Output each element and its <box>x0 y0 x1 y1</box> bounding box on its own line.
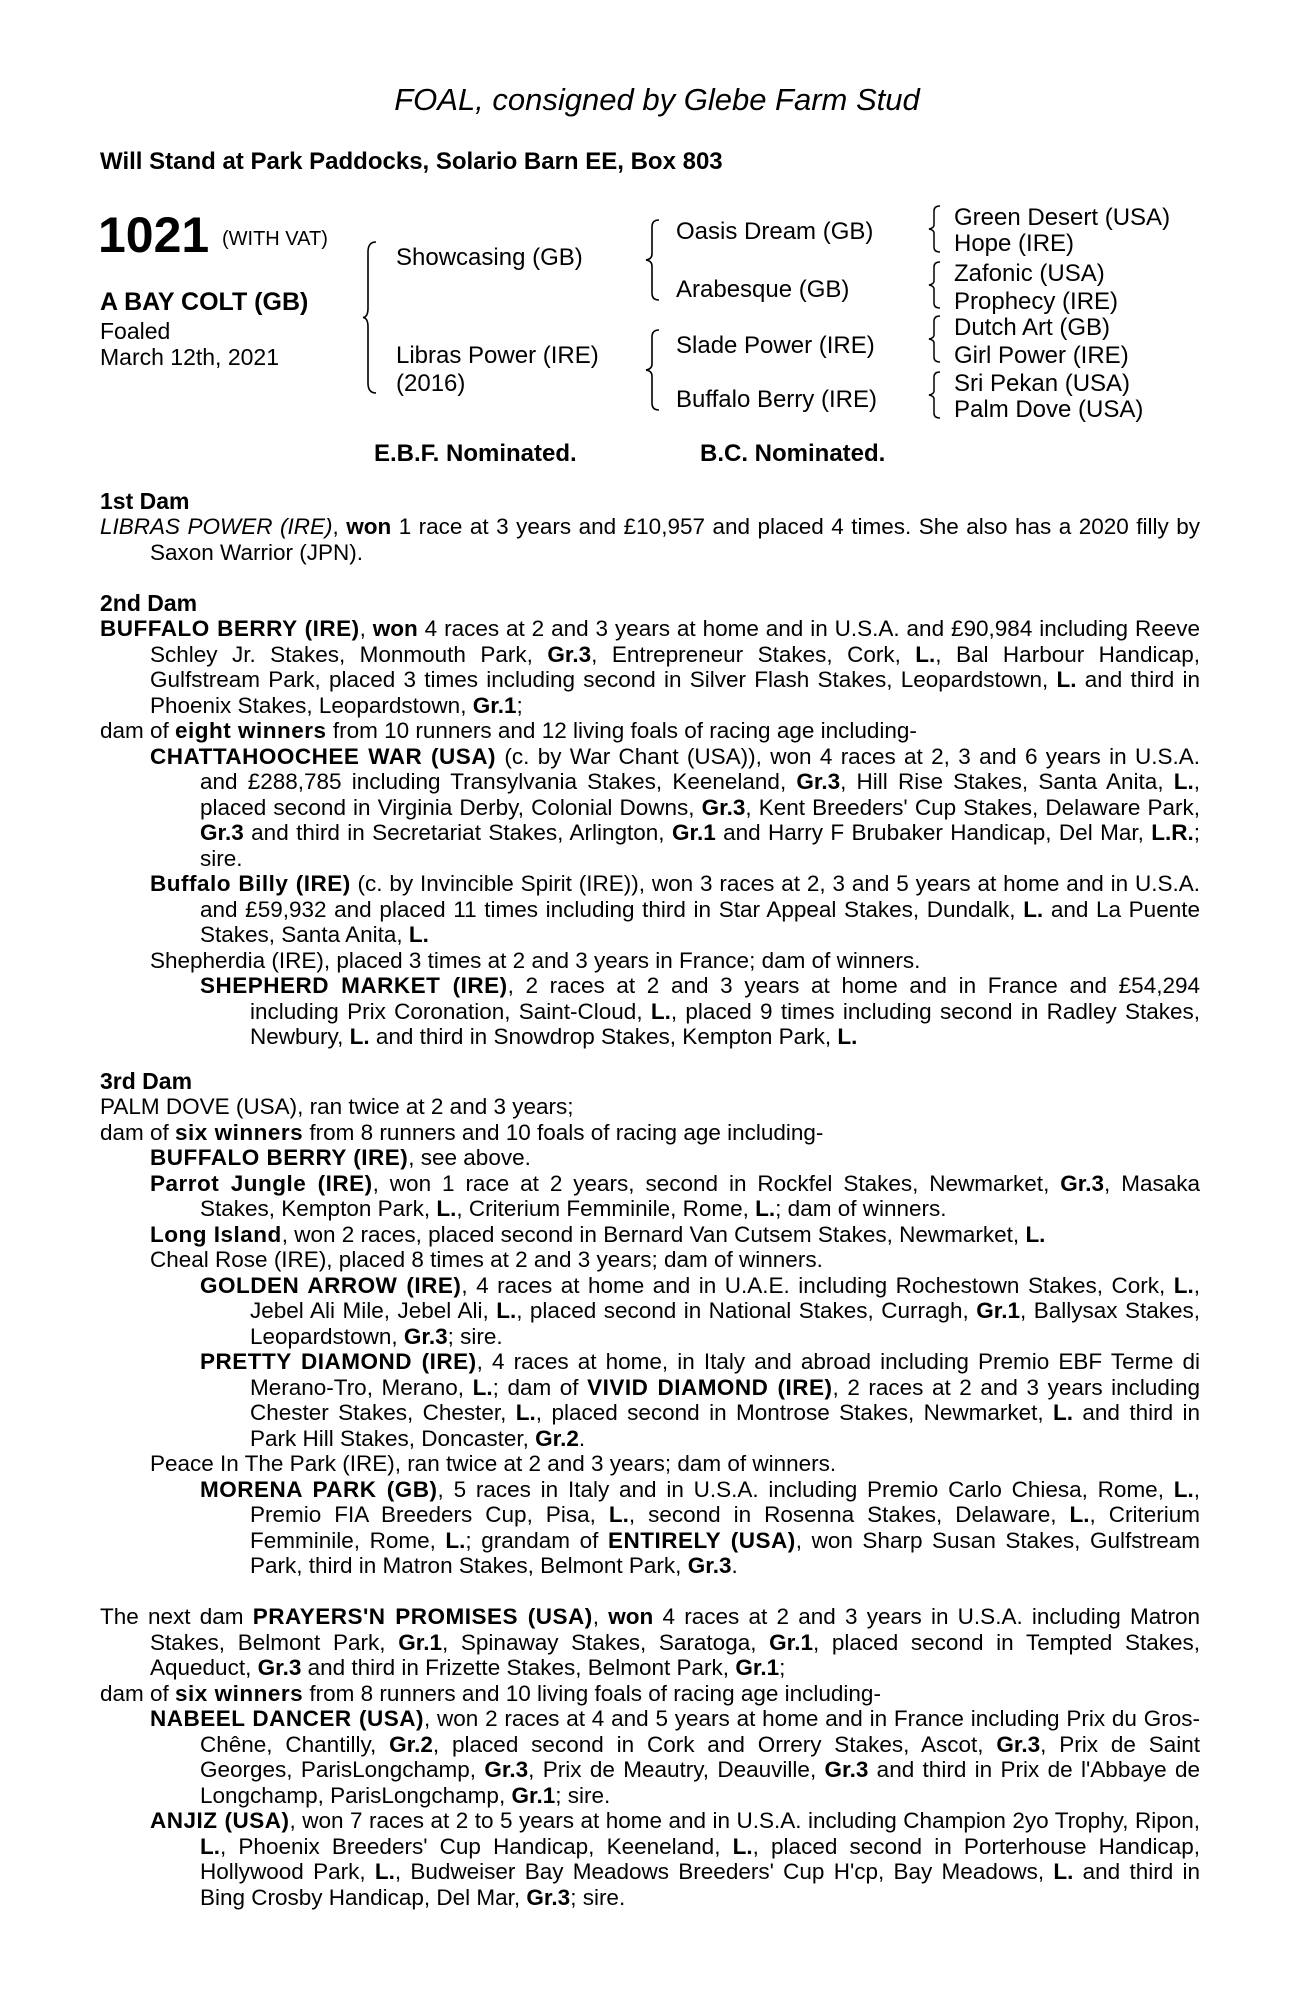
grade: L. <box>496 1298 517 1323</box>
grade: Gr.1 <box>976 1298 1020 1323</box>
text: and La Puente Stakes, Santa Anita, <box>200 896 1200 947</box>
grade: Gr.1 <box>398 1629 442 1655</box>
text: , won 7 races at 2 to 5 years at home and in U.S.A. including Champion 2yo Trophy, Ripon, <box>289 1808 1201 1833</box>
grade: Gr.1 <box>671 820 716 845</box>
text: ; sire. <box>570 1884 626 1910</box>
foaled-label: Foaled <box>100 318 171 344</box>
text: , won 2 races, placed second in Bernard Van Cutsem Stakes, Newmarket, <box>281 1221 1026 1247</box>
grade: L. <box>1069 1502 1090 1527</box>
grade: Gr.3 <box>1060 1170 1105 1196</box>
text: , Masaka Stakes, Kempton Park, <box>200 1170 1200 1221</box>
grade: Gr.3 <box>200 820 244 845</box>
text: , Ballysax Stakes, Leopardstown, <box>250 1298 1201 1349</box>
text: , placed second in Montrose Stakes, Newmarket, <box>535 1400 1054 1425</box>
text: , placed second in National Stakes, Curragh, <box>516 1298 977 1323</box>
won-label: won <box>608 1604 654 1629</box>
grade: Gr.3 <box>996 1731 1041 1757</box>
pedigree-g6: Girl Power (IRE) <box>954 342 1129 369</box>
text: , Criterium Femminile, Rome, <box>456 1196 756 1221</box>
text: ; grandam of <box>465 1527 608 1553</box>
winners-count: eight winners <box>175 718 327 743</box>
second-dam-dam-of <box>100 718 1200 744</box>
first-dam-text: 1 race at 3 years and £10,957 and placed 4 times. She also has a 2020 filly by Saxon Warrior (JPN). <box>150 514 1200 565</box>
text: , Prix de Saint Georges, ParisLongchamp, <box>200 1731 1200 1782</box>
grade: L. <box>650 998 671 1024</box>
text: , second in Rosenna Stakes, Delaware, <box>628 1502 1070 1527</box>
grade: Gr.3 <box>701 794 746 820</box>
grade: L. <box>472 1374 493 1400</box>
text: , Kent Breeders' Cup Stakes, Delaware Park, <box>745 794 1200 820</box>
progeny-parrot-jungle <box>100 1171 1200 1222</box>
pedigree-dam-dam: Buffalo Berry (IRE) <box>676 386 877 413</box>
text: and third in Prix de l'Abbaye de Longchamp, ParisLongchamp, <box>200 1757 1200 1808</box>
first-dam-heading: 1st Dam <box>100 488 190 514</box>
pedigree-g5: Dutch Art (GB) <box>954 314 1111 341</box>
grade: L. <box>915 641 936 667</box>
horse-name: VIVID DIAMOND (IRE) <box>587 1374 833 1400</box>
grade: Gr.3 <box>484 1757 529 1782</box>
grade: L. <box>1173 1272 1194 1298</box>
text: , Entrepreneur Stakes, Cork, <box>591 641 916 667</box>
text: ; dam of <box>492 1374 588 1400</box>
text: dam of <box>100 718 176 743</box>
text: . <box>578 1425 586 1451</box>
won-label: won <box>346 514 392 539</box>
text: , won 1 race at 2 years, second in Rockfel Stakes, Newmarket, <box>372 1170 1061 1196</box>
grade: L. <box>1056 667 1077 692</box>
horse-name: ENTIRELY (USA) <box>607 1527 796 1553</box>
horse-name: Parrot Jungle (IRE) <box>150 1170 373 1196</box>
text: (c. by Invincible Spirit (IRE)), won 3 races at 2, 3 and 5 years at home and in U.S.A. and £59,932 and placed 11 times including third in Star Appeal Stakes, Dundalk, <box>200 871 1200 922</box>
page-title: FOAL, consigned by Glebe Farm Stud <box>394 82 920 117</box>
grade: L. <box>374 1859 395 1884</box>
text: and third in Frizette Stakes, Belmont Park, <box>301 1655 736 1680</box>
lot-number: 1021 <box>98 207 210 263</box>
grade: L. <box>732 1833 753 1859</box>
text: , placed second in Porterhouse Handicap, Hollywood Park, <box>200 1833 1200 1884</box>
grade: L. <box>1023 896 1044 922</box>
next-dam-section <box>100 1604 1200 1910</box>
grade: Gr.1 <box>511 1782 556 1808</box>
text: (c. by War Chant (USA)), won 4 races at 2, 3 and 6 years in U.S.A. and £288,785 including Transylvania Stakes, Keeneland, <box>200 743 1200 794</box>
stand-location: Will Stand at Park Paddocks, Solario Barn EE, Box 803 <box>100 148 723 175</box>
horse-name: Long Island <box>150 1221 282 1247</box>
grade: Gr.1 <box>735 1655 780 1680</box>
text: Peace In The Park (IRE), ran twice at 2 and 3 years; dam of winners. <box>150 1451 837 1476</box>
text: , 2 races at 2 and 3 years at home and in France and £54,294 including Prix Coronation, Saint-Cloud, <box>250 973 1201 1024</box>
second-dam-section <box>100 616 1200 1050</box>
text: , won 2 races at 4 and 5 years at home and in France including Prix du Gros-Chêne, Chantilly, <box>200 1706 1200 1757</box>
text: . <box>731 1553 738 1578</box>
text: , <box>592 1604 609 1629</box>
text: and third in Park Hill Stakes, Doncaster, <box>250 1400 1201 1451</box>
text: PALM DOVE (USA), ran twice at 2 and 3 years; <box>100 1094 574 1119</box>
text: , see above. <box>408 1145 531 1170</box>
text: 4 races at 2 and 3 years at home and in U.S.A. and £90,984 including Reeve Schley Jr. Stakes, Monmouth Park, <box>150 616 1200 667</box>
horse-name: NABEEL DANCER (USA) <box>150 1706 424 1731</box>
text: and third in Phoenix Stakes, Leopardstown, <box>150 667 1200 718</box>
text: ; dam of winners. <box>775 1196 947 1221</box>
pedigree-sire: Showcasing (GB) <box>396 244 583 271</box>
grade: Gr.3 <box>687 1553 732 1578</box>
progeny-pretty-diamond <box>100 1349 1200 1451</box>
grade: L. <box>1025 1221 1046 1247</box>
grade: L. <box>445 1527 466 1553</box>
text: Shepherdia (IRE), placed 3 times at 2 and 3 years in France; dam of winners. <box>150 947 921 973</box>
text: ; sire. <box>555 1782 611 1808</box>
third-dam-section <box>100 1094 1200 1579</box>
pedigree-sire-sire: Oasis Dream (GB) <box>676 218 874 245</box>
text: 4 races at 2 and 3 years in U.S.A. including Matron Stakes, Belmont Park, <box>150 1604 1200 1655</box>
lot-description: A BAY COLT (GB) <box>100 288 309 316</box>
text: , won Sharp Susan Stakes, Gulfstream Park, third in Matron Stakes, Belmont Park, <box>250 1527 1201 1578</box>
grade: L. <box>755 1196 776 1221</box>
text: , Phoenix Breeders' Cup Handicap, Keeneland, <box>220 1833 733 1859</box>
first-dam-section <box>100 514 1200 565</box>
pedigree-g7: Sri Pekan (USA) <box>954 370 1131 397</box>
grade: L. <box>1173 1476 1194 1502</box>
second-dam-name: BUFFALO BERRY (IRE) <box>100 616 360 641</box>
progeny-shepherdia <box>100 948 1200 974</box>
text: , placed second in Virginia Derby, Colonial Downs, <box>200 769 1200 820</box>
third-dam-intro <box>100 1094 1200 1120</box>
horse-name: SHEPHERD MARKET (IRE) <box>200 973 508 998</box>
pedigree-sire-dam: Arabesque (GB) <box>676 276 850 303</box>
horse-name: BUFFALO BERRY (IRE) <box>150 1145 409 1170</box>
pedigree-brace-g34 <box>928 260 942 310</box>
text: , 2 races at 2 and 3 years including Chester Stakes, Chester, <box>250 1374 1200 1425</box>
won-label: won <box>372 616 418 641</box>
grade: Gr.3 <box>526 1884 571 1910</box>
grade: L. <box>1053 1400 1074 1425</box>
pedigree-brace-g12 <box>928 204 942 254</box>
text: , Budweiser Bay Meadows Breeders' Cup H'cp, Bay Meadows, <box>394 1859 1054 1884</box>
text: ; sire. <box>447 1323 503 1349</box>
text: , Bal Harbour Handicap, Gulfstream Park, placed 3 times including second in Silver Flash Stakes, Leopardstown, <box>150 641 1200 692</box>
horse-name: GOLDEN ARROW (IRE) <box>200 1272 462 1298</box>
horse-name: ANJIZ (USA) <box>150 1808 290 1833</box>
grade: L.R. <box>1151 820 1194 845</box>
third-dam-heading: 3rd Dam <box>100 1068 193 1094</box>
pedigree-dam: Libras Power (IRE) <box>396 342 599 369</box>
text: , 4 races at home, in Italy and abroad including Premio EBF Terme di Merano-Tro, Merano, <box>250 1349 1201 1400</box>
progeny-cheal-rose <box>100 1247 1200 1273</box>
text: ; <box>779 1655 786 1680</box>
grade: Gr.3 <box>796 769 841 794</box>
pedigree-g8: Palm Dove (USA) <box>954 396 1144 423</box>
text: , Prix de Meautry, Deauville, <box>528 1757 825 1782</box>
progeny-golden-arrow <box>100 1273 1200 1350</box>
text: , 4 races at home and in U.A.E. including Rochestown Stakes, Cork, <box>461 1272 1174 1298</box>
grade: L. <box>1053 1859 1074 1884</box>
text: , Spinaway Stakes, Saratoga, <box>441 1629 770 1655</box>
next-dam-entry <box>100 1604 1200 1681</box>
grade: Gr.3 <box>403 1323 448 1349</box>
grade: L. <box>837 1024 858 1049</box>
first-dam-name: LIBRAS POWER (IRE) <box>100 514 333 539</box>
pedigree-brace-dam <box>645 328 661 412</box>
text: from 10 runners and 12 living foals of racing age including- <box>326 718 917 743</box>
text: Cheal Rose (IRE), placed 8 times at 2 and 3 years; dam of winners. <box>150 1247 823 1272</box>
grade: Gr.2 <box>389 1731 433 1757</box>
text: and third in Bing Crosby Handicap, Del Mar, <box>200 1859 1200 1910</box>
winners-count: six winners <box>175 1119 304 1145</box>
grade: L. <box>349 1024 370 1049</box>
pedigree-g3: Zafonic (USA) <box>954 260 1105 287</box>
grade: L. <box>1173 769 1194 794</box>
horse-name: PRAYERS'N PROMISES (USA) <box>252 1604 593 1629</box>
grade: Gr.3 <box>824 1757 869 1782</box>
bc-nomination: B.C. Nominated. <box>700 440 886 467</box>
text: dam of <box>100 1680 176 1706</box>
grade: Gr.3 <box>257 1655 302 1680</box>
text: , Hill Rise Stakes, Santa Anita, <box>840 769 1174 794</box>
text: , placed second in Cork and Orrery Stakes, Ascot, <box>432 1731 997 1757</box>
text: , 5 races in Italy and in U.S.A. including Premio Carlo Chiesa, Rome, <box>437 1476 1174 1502</box>
second-dam-entry: BUFFALO BERRY (IRE), won 4 races at 2 and 3 years at home and in U.S.A. and £90,984 including Reeve Schley Jr. Stakes, Monmouth Park, Gr.3, Entrepreneur Stakes, Cork, L., Bal Harbour Handicap, Gulfstream Park, placed 3 times including second in Silver Flash Stakes, Leopardstown, L. and third in Phoenix Stakes, Leopardstown, Gr.1; <box>100 616 1200 718</box>
foaled-date: March 12th, 2021 <box>100 344 280 370</box>
horse-name: PRETTY DIAMOND (IRE) <box>200 1349 477 1374</box>
progeny-shepherd-market <box>100 973 1200 1050</box>
grade: Gr.2 <box>535 1425 579 1451</box>
progeny-peace-in-the-park <box>100 1451 1200 1477</box>
pedigree-brace-g56 <box>928 314 942 364</box>
text: , Jebel Ali Mile, Jebel Ali, <box>250 1272 1200 1323</box>
text: dam of <box>100 1119 176 1145</box>
grade: Gr.1 <box>472 692 517 718</box>
text: from 8 runners and 10 foals of racing age including- <box>303 1119 824 1145</box>
first-dam-entry: LIBRAS POWER (IRE), won 1 race at 3 years and £10,957 and placed 4 times. She also has a 2020 filly by Saxon Warrior (JPN). <box>100 514 1200 565</box>
pedigree-dam-year: (2016) <box>396 370 466 397</box>
winners-count: six winners <box>175 1680 304 1706</box>
pedigree-brace-sire <box>645 218 661 302</box>
horse-name: Buffalo Billy (IRE) <box>150 871 351 896</box>
progeny-buffalo-billy <box>100 871 1200 948</box>
grade: Gr.3 <box>547 641 592 667</box>
lot-vat-label: (WITH VAT) <box>222 228 328 250</box>
progeny-long-island <box>100 1222 1200 1248</box>
grade: L. <box>515 1400 536 1425</box>
pedigree-brace-main <box>362 240 378 395</box>
pedigree-g4: Prophecy (IRE) <box>954 288 1119 315</box>
text: ; sire. <box>200 820 1200 871</box>
progeny-chattahoochee-war <box>100 744 1200 872</box>
grade: L. <box>408 922 429 947</box>
progeny-anjiz <box>100 1808 1200 1910</box>
text: from 8 runners and 10 living foals of racing age including- <box>303 1680 881 1706</box>
next-dam-dam-of <box>100 1681 1200 1707</box>
text: The next dam <box>100 1604 253 1629</box>
progeny-buffalo-berry <box>100 1145 1200 1171</box>
pedigree-g1: Green Desert (USA) <box>954 204 1171 231</box>
text: , Criterium Femminile, Rome, <box>250 1502 1200 1553</box>
progeny-nabeel-dancer <box>100 1706 1200 1808</box>
horse-name: MORENA PARK (GB) <box>200 1476 438 1502</box>
text: and third in Snowdrop Stakes, Kempton Park, <box>369 1024 838 1049</box>
text: , placed 9 times including second in Radley Stakes, Newbury, <box>250 998 1200 1049</box>
pedigree-g2: Hope (IRE) <box>954 230 1075 257</box>
third-dam-dam-of <box>100 1120 1200 1146</box>
text: , Premio FIA Breeders Cup, Pisa, <box>250 1476 1200 1527</box>
horse-name: CHATTAHOOCHEE WAR (USA) <box>150 743 497 769</box>
text: , placed second in Tempted Stakes, Aqueduct, <box>150 1629 1200 1680</box>
ebf-nomination: E.B.F. Nominated. <box>374 440 577 467</box>
second-dam-heading: 2nd Dam <box>100 590 198 616</box>
grade: L. <box>200 1833 220 1859</box>
text: ; <box>516 692 523 718</box>
text: and Harry F Brubaker Handicap, Del Mar, <box>715 820 1152 845</box>
progeny-morena-park <box>100 1477 1200 1579</box>
grade: Gr.1 <box>769 1629 813 1655</box>
grade: L. <box>608 1502 629 1527</box>
grade: L. <box>436 1196 457 1221</box>
text: and third in Secretariat Stakes, Arlington, <box>243 820 672 845</box>
pedigree-dam-sire: Slade Power (IRE) <box>676 332 875 359</box>
pedigree-brace-g78 <box>928 370 942 420</box>
